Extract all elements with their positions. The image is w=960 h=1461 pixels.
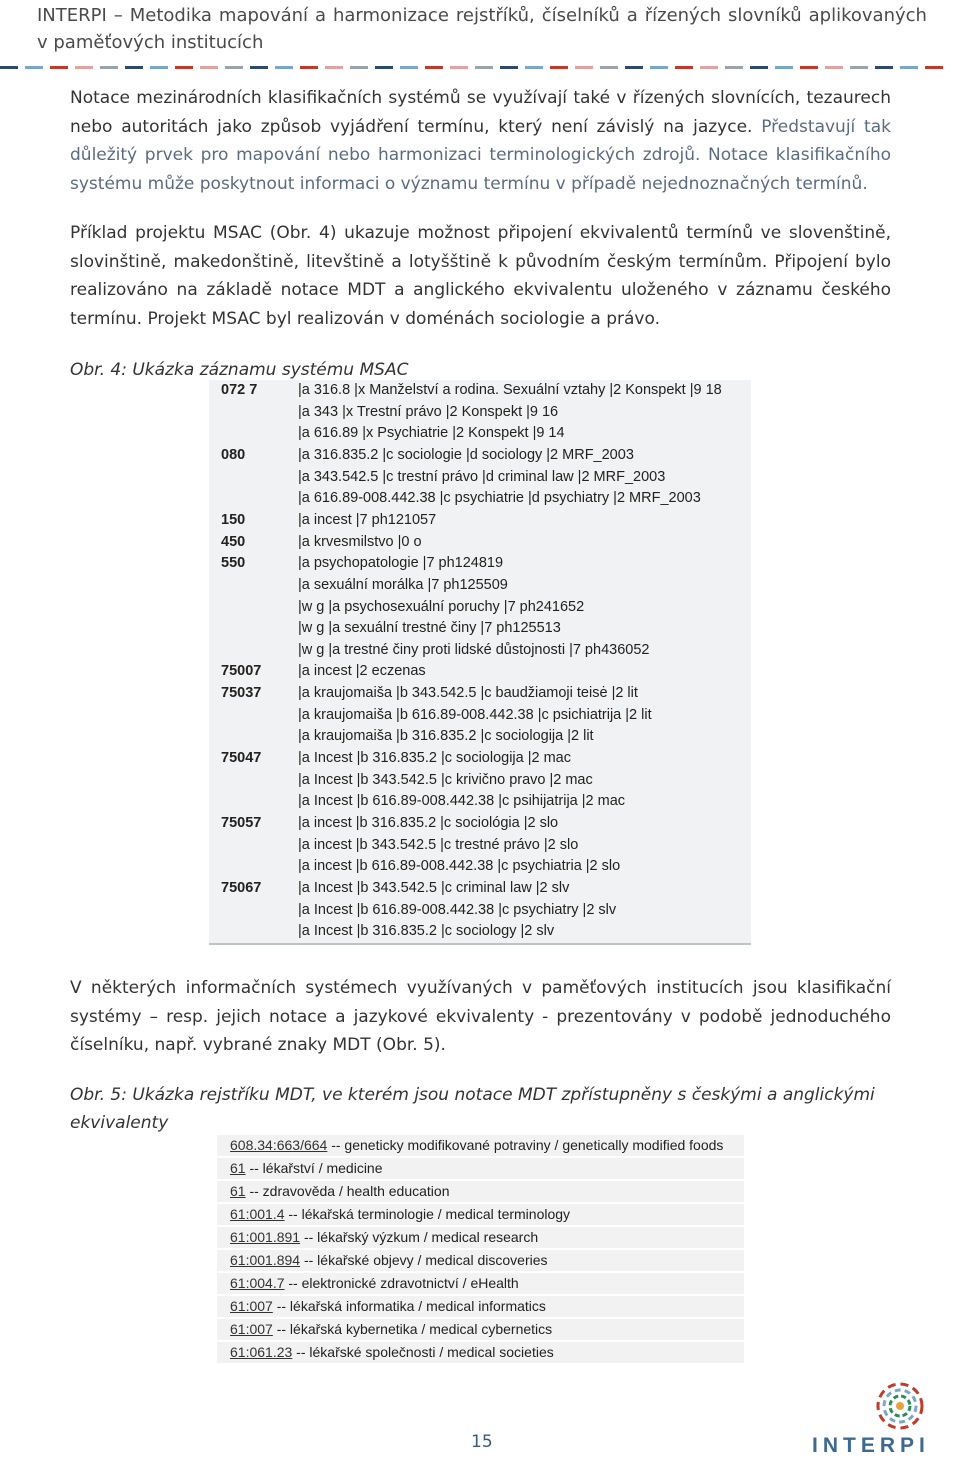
msac-field-value: |a 616.89-008.442.38 |c psychiatrie |d psychiatry |2 MRF_2003 bbox=[298, 490, 701, 507]
msac-field-value: |a kraujomaiša |b 616.89-008.442.38 |c psichiatrija |2 lit bbox=[298, 706, 652, 723]
msac-field-tag: 072 7 bbox=[221, 382, 258, 398]
msac-field-value: |a incest |b 616.89-008.442.38 |c psychiatria |2 slo bbox=[298, 858, 621, 875]
msac-field-value: |a 616.89 |x Psychiatrie |2 Konspekt |9 14 bbox=[298, 425, 565, 442]
rule-dash bbox=[150, 66, 168, 69]
mdt-index-row bbox=[217, 1319, 744, 1340]
mdt-description: -- lékařská informatika / medical informatics bbox=[272, 1298, 546, 1314]
msac-field-row bbox=[209, 553, 751, 575]
mdt-code-link[interactable]: 61:007 bbox=[230, 1298, 273, 1314]
msac-field-tag: 75047 bbox=[221, 750, 262, 767]
mdt-code-link[interactable]: 61:001.894 bbox=[230, 1252, 301, 1268]
msac-field-row bbox=[209, 510, 751, 532]
rule-dash bbox=[850, 66, 868, 69]
rule-dash bbox=[225, 66, 243, 69]
rule-dash bbox=[25, 66, 43, 69]
rule-dash bbox=[525, 66, 543, 69]
mdt-description: -- lékařství / medicine bbox=[245, 1160, 383, 1176]
interpi-logo bbox=[812, 1378, 932, 1458]
mdt-description: -- lékařské objevy / medical discoveries bbox=[300, 1252, 548, 1268]
msac-field-row bbox=[209, 661, 751, 683]
rule-dash bbox=[500, 66, 518, 69]
msac-field-row bbox=[209, 640, 751, 662]
header-word: a bbox=[314, 5, 327, 26]
rule-dash bbox=[325, 66, 343, 69]
figure-4-caption: Obr. 4: Ukázka záznamu systému MSAC bbox=[70, 360, 409, 380]
msac-field-row bbox=[209, 380, 751, 402]
paragraph-notation-text: Notace mezinárodních klasifikačních systémů se využívají také v řízených slovnících, tezaurech nebo autoritách jako způsob vyjádření termínu, který není závislý na jazyce. bbox=[70, 88, 891, 137]
mdt-code-link[interactable]: 61 bbox=[230, 1183, 246, 1199]
figure-5-caption: Obr. 5: Ukázka rejstříku MDT, ve kterém jsou notace MDT zpřístupněny s českými a anglickými ekvivalenty bbox=[70, 1085, 875, 1133]
rule-dash bbox=[625, 66, 643, 69]
msac-field-value: |a Incest |b 616.89-008.442.38 |c psychiatry |2 slv bbox=[298, 901, 617, 918]
msac-field-value: |a incest |2 eczenas bbox=[298, 663, 426, 680]
msac-field-tag: 75007 bbox=[221, 663, 262, 680]
rule-dash bbox=[925, 66, 943, 69]
msac-field-value: |a 316.835.2 |c sociologie |d sociology |2 MRF_2003 bbox=[298, 446, 634, 463]
running-header bbox=[37, 2, 927, 56]
msac-field-tag: 450 bbox=[221, 533, 246, 550]
mdt-code-link[interactable]: 61:004.7 bbox=[230, 1275, 285, 1291]
rule-dash bbox=[450, 66, 468, 69]
mdt-index-row bbox=[217, 1204, 744, 1225]
rule-dash bbox=[875, 66, 893, 69]
mdt-code-link[interactable]: 61:061.23 bbox=[230, 1344, 293, 1360]
paragraph-classification: V některých informačních systémech využívaných v paměťových institucích jsou klasifikační systémy – resp. jejich notace a jazykové ekvivalenty - prezentovány v podobě jednoduchého číselníku, např. vybrané znaky MDT (Obr. 5). bbox=[70, 978, 891, 1055]
msac-field-tag: 75057 bbox=[221, 815, 262, 831]
rule-dash bbox=[725, 66, 743, 69]
mdt-code-link[interactable]: 61:001.4 bbox=[230, 1206, 285, 1222]
page-number: 15 bbox=[471, 1432, 493, 1452]
rule-dash bbox=[900, 66, 918, 69]
paragraph-notation bbox=[70, 84, 891, 198]
msac-field-tag: 75037 bbox=[221, 685, 262, 702]
msac-field-row bbox=[209, 488, 751, 510]
msac-field-row bbox=[209, 856, 751, 878]
msac-field-tag: 080 bbox=[221, 446, 246, 463]
mdt-description: -- lékařský výzkum / medical research bbox=[300, 1229, 539, 1245]
msac-field-value: |a Incest |b 343.542.5 |c criminal law |2 slv bbox=[298, 879, 570, 896]
msac-field-row bbox=[209, 878, 751, 900]
msac-field-value: |a incest |b 316.835.2 |c sociológia |2 slo bbox=[298, 815, 559, 831]
header-word: řízených bbox=[644, 5, 722, 26]
rule-dash bbox=[600, 66, 618, 69]
msac-field-row bbox=[209, 532, 751, 554]
mdt-index-row bbox=[217, 1135, 744, 1156]
msac-field-row bbox=[209, 900, 751, 922]
paragraph-notation-highlight: Představují tak důležitý prvek pro mapování nebo harmonizaci terminologických zdrojů. Notace klasifikačního systému může poskytnout informaci o významu termínu v případě nejednoznačných termínů. bbox=[70, 116, 891, 194]
msac-field-value: |a incest |7 ph121057 bbox=[298, 511, 437, 528]
msac-field-value: |w g |a sexuální trestné činy |7 ph125513 bbox=[298, 620, 561, 637]
rule-dash bbox=[125, 66, 143, 69]
mdt-description: -- lékařská terminologie / medical terminology bbox=[284, 1206, 571, 1222]
mdt-index-figure bbox=[217, 1135, 744, 1365]
msac-field-row bbox=[209, 467, 751, 489]
msac-field-row bbox=[209, 726, 751, 748]
rule-dash bbox=[50, 66, 68, 69]
msac-field-tag: 75067 bbox=[221, 879, 262, 896]
mdt-index-row bbox=[217, 1296, 744, 1317]
header-word: Metodika bbox=[129, 5, 212, 26]
rule-dash bbox=[425, 66, 443, 69]
msac-field-value: |w g |a psychosexuální poruchy |7 ph241652 bbox=[298, 598, 585, 615]
header-line-2: v paměťových institucích bbox=[37, 32, 264, 53]
rule-dash bbox=[825, 66, 843, 69]
msac-field-value: |w g |a trestné činy proti lidské důstojnosti |7 ph436052 bbox=[298, 641, 650, 658]
mdt-index-row bbox=[217, 1158, 744, 1179]
rule-dash bbox=[700, 66, 718, 69]
rule-dash bbox=[300, 66, 318, 69]
msac-field-row bbox=[209, 597, 751, 619]
rule-dash bbox=[775, 66, 793, 69]
header-word: slovníků bbox=[727, 5, 802, 26]
msac-field-row bbox=[209, 813, 751, 835]
msac-field-value: |a Incest |b 616.89-008.442.38 |c psihijatrija |2 mac bbox=[298, 793, 626, 810]
mdt-code-link[interactable]: 61:001.891 bbox=[230, 1229, 301, 1245]
rule-dash bbox=[675, 66, 693, 69]
msac-field-value: |a incest |b 343.542.5 |c trestné právo |2 slo bbox=[298, 836, 579, 853]
msac-field-row bbox=[209, 402, 751, 424]
msac-field-tag: 150 bbox=[221, 511, 246, 528]
mdt-index-row bbox=[217, 1250, 744, 1271]
rule-dash bbox=[100, 66, 118, 69]
header-rule bbox=[0, 54, 960, 57]
mdt-code-link[interactable]: 61:007 bbox=[230, 1321, 273, 1337]
msac-field-tag: 550 bbox=[221, 555, 246, 572]
header-line-1 bbox=[37, 2, 927, 29]
header-word: číselníků bbox=[541, 5, 620, 26]
header-word: – bbox=[113, 5, 123, 26]
msac-field-row bbox=[209, 835, 751, 857]
mdt-description: -- zdravověda / health education bbox=[245, 1183, 450, 1199]
rule-dash bbox=[350, 66, 368, 69]
mdt-description: -- elektronické zdravotnictví / eHealth bbox=[284, 1275, 519, 1291]
msac-field-value: |a kraujomaiša |b 343.542.5 |c baudžiamoji teisė |2 lit bbox=[298, 685, 638, 702]
msac-field-value: |a kraujomaiša |b 316.835.2 |c sociologija |2 lit bbox=[298, 728, 594, 745]
msac-field-row bbox=[209, 770, 751, 792]
msac-record-figure bbox=[209, 380, 751, 945]
mdt-code-link[interactable]: 608.34:663/664 bbox=[230, 1137, 328, 1153]
rule-dash bbox=[250, 66, 268, 69]
msac-field-value: |a Incest |b 316.835.2 |c sociologija |2 mac bbox=[298, 750, 572, 767]
msac-field-row bbox=[209, 445, 751, 467]
mdt-description: -- lékařské společnosti / medical societies bbox=[292, 1344, 554, 1360]
header-word: harmonizace bbox=[332, 5, 449, 26]
paragraph-msac: Příklad projektu MSAC (Obr. 4) ukazuje možnost připojení ekvivalentů termínů ve slovenštině, slovinštině, makedonštině, litevštině a lotyšštině k původním českým termínům. Připojení bylo realizováno na základě notace MDT a anglického ekvivalentu uloženého v záznamu českého termínu. Projekt MSAC byl realizován v doménách sociologie a právo. bbox=[70, 223, 891, 329]
header-word: aplikovaných bbox=[808, 5, 927, 26]
msac-field-row bbox=[209, 683, 751, 705]
msac-field-value: |a 316.8 |x Manželství a rodina. Sexuální vztahy |2 Konspekt |9 18 bbox=[298, 382, 722, 398]
msac-field-value: |a Incest |b 343.542.5 |c krivično pravo |2 mac bbox=[298, 771, 593, 788]
msac-field-value: |a psychopatologie |7 ph124819 bbox=[298, 555, 504, 572]
rule-dash bbox=[175, 66, 193, 69]
msac-field-row bbox=[209, 705, 751, 727]
rule-dash bbox=[400, 66, 418, 69]
rule-dash bbox=[200, 66, 218, 69]
msac-field-value: |a sexuální morálka |7 ph125509 bbox=[298, 576, 508, 593]
rule-dash bbox=[0, 66, 18, 69]
mdt-index-row bbox=[217, 1181, 744, 1202]
msac-field-value: |a 343.542.5 |c trestní právo |d criminal law |2 MRF_2003 bbox=[298, 468, 666, 485]
mdt-index-row bbox=[217, 1227, 744, 1248]
msac-field-row bbox=[209, 748, 751, 770]
msac-field-row bbox=[209, 423, 751, 445]
rule-dash bbox=[375, 66, 393, 69]
msac-field-row bbox=[209, 575, 751, 597]
rule-dash bbox=[750, 66, 768, 69]
mdt-index-row bbox=[217, 1273, 744, 1294]
msac-field-row bbox=[209, 921, 751, 943]
rule-dash bbox=[550, 66, 568, 69]
msac-field-row bbox=[209, 618, 751, 640]
rule-dash bbox=[650, 66, 668, 69]
mdt-description: -- lékařská kybernetika / medical cybernetics bbox=[272, 1321, 553, 1337]
rule-dash bbox=[475, 66, 493, 69]
msac-field-value: |a krvesmilstvo |0 o bbox=[298, 533, 422, 550]
rule-dash bbox=[800, 66, 818, 69]
msac-field-row bbox=[209, 791, 751, 813]
mdt-description: -- geneticky modifikované potraviny / genetically modified foods bbox=[327, 1137, 724, 1153]
header-word: INTERPI bbox=[37, 5, 107, 26]
interpi-logo-icon bbox=[812, 1378, 932, 1434]
header-word: a bbox=[626, 5, 638, 26]
logo-wordmark: INTERPI bbox=[812, 1434, 930, 1457]
msac-field-value: |a Incest |b 316.835.2 |c sociology |2 slv bbox=[298, 923, 555, 940]
rule-dash bbox=[275, 66, 293, 69]
header-word: rejstříků, bbox=[455, 5, 535, 26]
msac-field-value: |a 343 |x Trestní právo |2 Konspekt |9 16 bbox=[298, 403, 559, 420]
rule-dash bbox=[75, 66, 93, 69]
mdt-code-link[interactable]: 61 bbox=[230, 1160, 246, 1176]
header-word: mapování bbox=[218, 5, 309, 26]
rule-dash bbox=[575, 66, 593, 69]
mdt-index-row bbox=[217, 1342, 744, 1363]
